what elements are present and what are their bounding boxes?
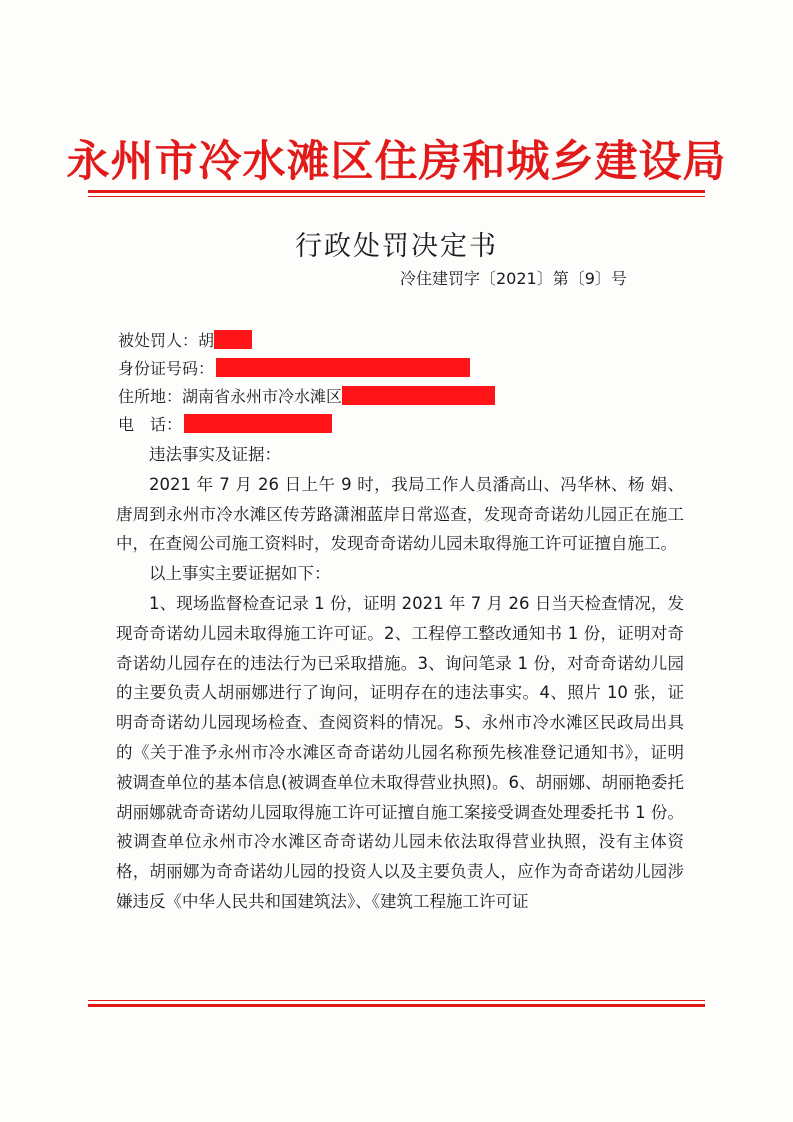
redaction-name: [214, 330, 252, 349]
address-value: 湖南省永州市冷水滩区: [182, 387, 343, 406]
header-rule-thin: [88, 196, 705, 197]
evidence-paragraph: 1、现场监督检查记录 1 份，证明 2021 年 7 月 26 日当天检查情况，发现奇奇诺幼儿园未取得施工许可证。2、工程停工整改通知书 1 份，证明对奇奇诺幼儿园存在的违法行为已采取措施。3、询问笔录 1 份，对奇奇诺幼儿园的主要负责人胡丽娜进行了询问，证明存在的违法事实。4、照片 10 张，证明奇奇诺幼儿园现场检查、查阅资料的情况。5、永州市冷水滩区民政局出具的《关于准予永州市冷水滩区奇奇诺幼儿园名称预先核准登记通知书》，证明被调查单位的基本信息(被调查单位未取得营业执照)。6、胡丽娜、胡丽艳委托胡丽娜就奇奇诺幼儿园取得施工许可证擅自施工案接受调查处理委托书 1 份。被调查单位永州市冷水滩区奇奇诺幼儿园未依法取得营业执照，没有主体资格，胡丽娜为奇奇诺幼儿园的投资人以及主要负责人，应作为奇奇诺幼儿园涉嫌违反《中华人民共和国建筑法》、《建筑工程施工许可证: [116, 593, 684, 911]
address-field: [118, 384, 495, 407]
facts-heading: 违法事实及证据：: [149, 445, 281, 464]
redaction-id-number: [216, 358, 470, 377]
party-name-field: [118, 328, 252, 351]
redaction-address: [342, 386, 495, 405]
phone-field: [118, 412, 332, 435]
document-number: 冷住建罚字〔2021〕第〔9〕号: [400, 269, 627, 288]
evidence-heading: 以上事实主要证据如下：: [149, 564, 331, 584]
redaction-phone: [184, 414, 332, 433]
body-text: [116, 440, 684, 917]
agency-letterhead: 永州市冷水滩区住房和城乡建设局: [66, 137, 727, 187]
party-name-value: 胡: [198, 331, 215, 350]
footer-rule-thin: [88, 1000, 705, 1001]
document-title: 行政处罚决定书: [295, 231, 498, 262]
footer-rule-thick: [88, 1004, 705, 1007]
address-label: 住所地：: [118, 387, 183, 406]
facts-paragraph: 2021 年 7 月 26 日上午 9 时，我局工作人员潘高山、冯华林、杨 娟、唐周到永州市冷水滩区传芳路潇湘蓝岸日常巡查，发现奇奇诺幼儿园正在施工中，在查阅公司施工资料时，发现奇奇诺幼儿园未取得施工许可证擅自施工。: [116, 474, 684, 554]
id-number-label: 身份证号码：: [118, 359, 215, 378]
phone-label: 电 话：: [118, 415, 183, 434]
party-name-label: 被处罚人：: [118, 331, 199, 350]
header-rule-thick: [88, 190, 705, 193]
id-number-field: [118, 356, 470, 379]
